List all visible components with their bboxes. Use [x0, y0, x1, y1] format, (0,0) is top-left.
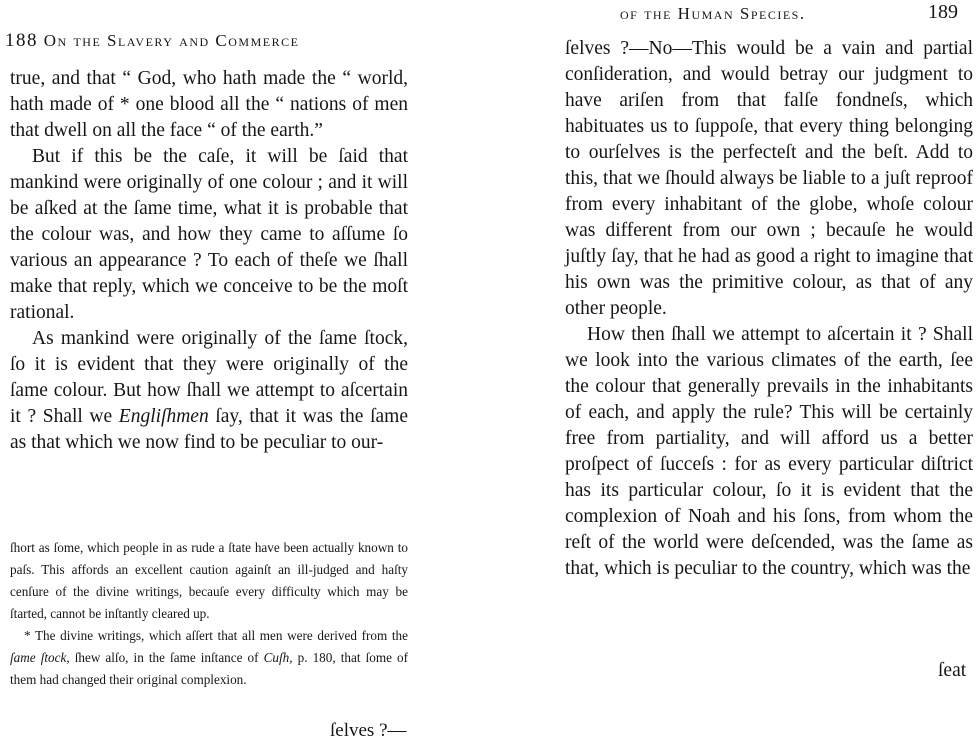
left-paragraph-3-tail: ſay, that it was the ſame as that which we now find to be peculiar to our- [10, 406, 408, 453]
footnote-italic-cush: Cuſh, [263, 650, 293, 665]
footnote-asterisk [10, 625, 408, 691]
left-running-head [5, 30, 299, 52]
left-page [0, 0, 420, 749]
right-running-head: of the Human Species. [620, 4, 806, 23]
left-running-head-title: On the Slavery and Commerce [43, 31, 300, 50]
footnotes [10, 537, 408, 691]
left-paragraph-3-start: As mankind were originally of the ſame ſtock, ſo it is evident that they were originally of the ſame colour. But how ſhall we attempt to aſcertain it ? Shall we [10, 328, 408, 427]
left-paragraph-1: true, and that “ God, who hath made the “ world, hath made of * one blood all the “ nations of men that dwell on all the face “ of the earth.” [10, 68, 408, 141]
footnote-asterisk-mid: ſhew alſo, in the ſame inſtance of [69, 650, 264, 665]
right-body-text [565, 36, 973, 582]
left-paragraph-2: But if this be the caſe, it will be ſaid that mankind were originally of one colour ; and it will be aſked at the ſame time, what it is probable that the colour was, and how they came to aſſume ſo various an appearance ? To each of theſe we ſhall make that reply, which we conceive to be the moſt rational. [10, 146, 408, 323]
footnote-asterisk-end: p. 180, that ſome of them had changed their original complexion. [10, 650, 408, 687]
left-paragraph-3-italic: Engliſhmen [118, 406, 209, 427]
left-body-text [10, 66, 408, 456]
right-catchword: ſeat [938, 660, 967, 681]
right-paragraph-1: ſelves ?—No—This would be a vain and partial conſideration, and would betray our judgment to have ariſen from that falſe fondneſs, which habituates us to ſuppoſe, that every thing belonging to ourſelves is the perfecteſt and the beſt. Add to this, that we ſhould always be liable to a juſt reproof from every inhabitant of the globe, whoſe colour was different from our own ; becauſe he would juſtly ſay, that he had as good a right to imagine that his own was the primitive colour, as that of any other people. [565, 38, 973, 319]
footnote-continued: ſhort as ſome, which people in as rude a ſtate have been actually known to paſs. This affords an excellent caution againſt an ill-judged and haſty cenſure of the divine writings, becauſe every difficulty which may be ſtarted, cannot be inſtantly cleared up. [10, 540, 408, 621]
footnote-asterisk-start: * The divine writings, which aſſert that all men were derived from the [24, 628, 408, 643]
right-page [560, 0, 980, 749]
footnote-italic-same-stock: ſame ſtock, [10, 650, 70, 665]
left-paragraph-3 [10, 326, 408, 456]
left-catchword: ſelves ?— [330, 720, 407, 741]
right-page-number: 189 [928, 1, 958, 23]
right-paragraph-2: How then ſhall we attempt to aſcertain it ? Shall we look into the various climates of the earth, ſee the colour that generally prevails in the inhabitants of each, and apply the rule? This will be certainly free from partiality, and will afford us a better proſpect of ſucceſs : for as every particular diſtrict has its particular colour, ſo it is evident that the complexion of Noah and his ſons, from whom the reſt of the world were deſcended, was the ſame as that, which is peculiar to the country, which was the [565, 324, 973, 579]
left-page-number: 188 [5, 30, 38, 51]
